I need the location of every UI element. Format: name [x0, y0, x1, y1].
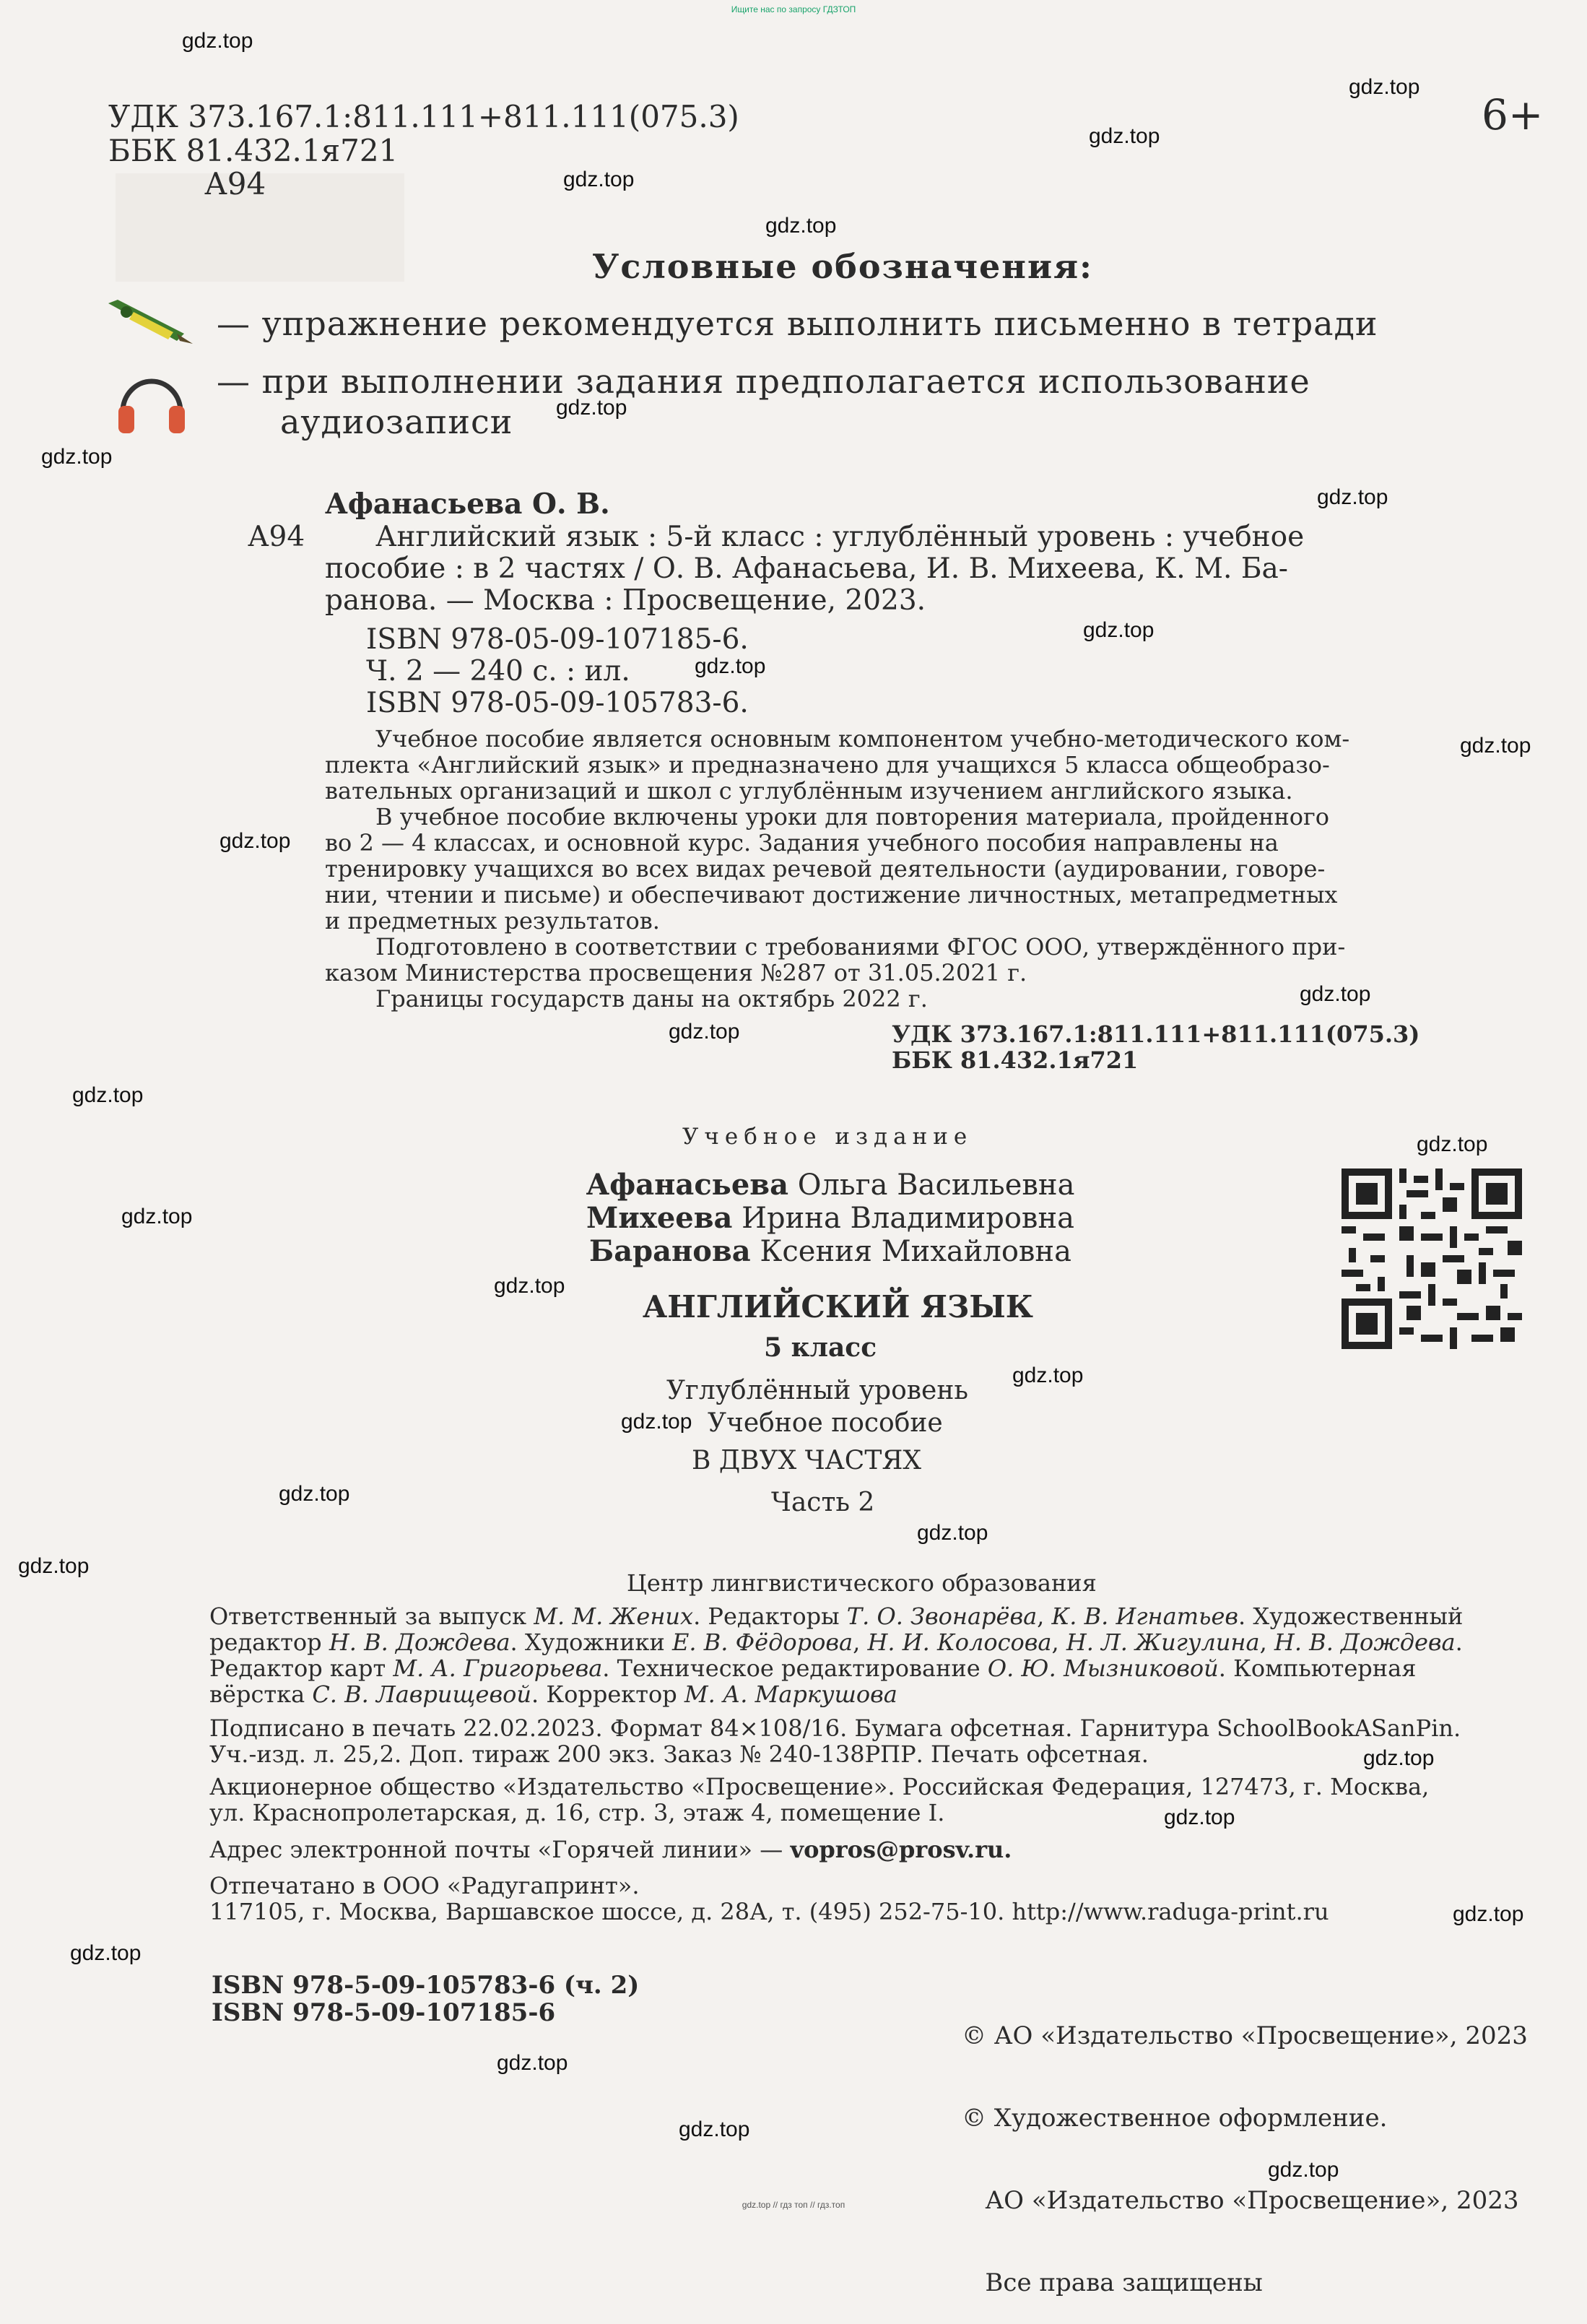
watermark: gdz.top: [1012, 1363, 1084, 1387]
watermark: gdz.top: [497, 2051, 568, 2075]
imprint-printer: [209, 1873, 1329, 1925]
watermark: gdz.top: [1460, 734, 1531, 758]
watermark: gdz.top: [70, 1941, 142, 1965]
abstract-line-2: плекта «Английский язык» и предназначено для учащихся 5 класса общеобразо-: [325, 751, 1330, 779]
hotline-email-link[interactable]: vopros@prosv.ru.: [790, 1836, 1012, 1863]
watermark: gdz.top: [1453, 1902, 1524, 1926]
legend-item-audio-line-1: — при выполнении задания предполагается использование: [217, 362, 1310, 401]
author-1: Афанасьева Ольга Васильевна: [586, 1168, 1075, 1202]
watermark: gdz.top: [1349, 75, 1420, 99]
bottom-watermark-links: gdz.top // гдз топ // гдз.топ: [742, 2200, 845, 2210]
abstract-line-11: Границы государств даны на октябрь 2022 г.: [375, 985, 928, 1013]
abstract-line-5: во 2 — 4 классах, и основной курс. Задания учебного пособия направлены на: [325, 829, 1279, 857]
watermark: gdz.top: [1164, 1805, 1235, 1829]
watermark: gdz.top: [695, 654, 766, 678]
copyright-line-2: © Художественное оформление.: [962, 2104, 1388, 2133]
legend-item-audio-line-2: аудиозаписи: [280, 402, 513, 441]
abstract-line-3: вательных организаций и школ с углублённым изучением английского языка.: [325, 777, 1293, 805]
author-2: Михеева Ирина Владимировна: [586, 1201, 1074, 1235]
footer-isbn-1: ISBN 978-5-09-105783-6 (ч. 2): [212, 1971, 640, 2000]
edition-center: Центр лингвистического образования: [627, 1569, 1097, 1597]
watermark: gdz.top: [679, 2117, 750, 2141]
card-desc-line-3: ранова. — Москва : Просвещение, 2023.: [325, 584, 926, 617]
watermark: gdz.top: [917, 1521, 988, 1545]
abstract-line-4: В учебное пособие включены уроки для повторения материала, пройденного: [375, 803, 1330, 831]
card-bbk: ББК 81.432.1я721: [892, 1046, 1139, 1074]
headphones-icon: [116, 368, 188, 437]
copyright-line-1: © АО «Издательство «Просвещение», 2023: [962, 2021, 1528, 2050]
card-classification: [892, 1021, 1419, 1073]
watermark: gdz.top: [494, 1274, 565, 1298]
watermark: gdz.top: [121, 1205, 193, 1228]
imprint-credits: Ответственный за выпуск М. М. Жених. Редакторы Т. О. Звонарёва, К. В. Игнатьев. Художественный редактор Н. В. Дождева. Художники Е. В. Фёдорова, Н. И. Колосова, Н. Л. Жигулина, Н. В. Дождева. Редактор карт М. А. Григорьева. Техническое редактирование О. Ю. Мызниковой. Компьютерная вёрстка С. В. Лаврищевой. Корректор М. А. Маркушова: [209, 1603, 1464, 1708]
printer-line-2: 117105, г. Москва, Варшавское шоссе, д. 28А, т. (495) 252-75-10. http://www.raduga-print.ru: [209, 1898, 1329, 1925]
watermark: gdz.top: [219, 829, 291, 853]
copyright-line-4: Все права защищены: [962, 2268, 1263, 2297]
book-level: Углублённый уровень: [666, 1376, 968, 1405]
email-label: Адрес электронной почты «Горячей линии» —: [209, 1836, 783, 1863]
publisher-line-1: Акционерное общество «Издательство «Просвещение». Российская Федерация, 127473, г. Москва,: [209, 1773, 1430, 1800]
card-isbn-1: ISBN 978-05-09-107185-6.: [366, 623, 749, 656]
header-bbk: ББК 81.432.1я721: [108, 133, 399, 168]
watermark: gdz.top: [279, 1482, 350, 1506]
card-description: [325, 521, 1304, 617]
watermark: gdz.top: [621, 1410, 692, 1434]
abstract-line-6: тренировку учащихся во всех видах речевой деятельности (аудировании, говоре-: [325, 855, 1326, 883]
card-desc-line-2: пособие : в 2 частях / О. В. Афанасьева, И. В. Михеева, К. М. Ба-: [325, 552, 1288, 585]
watermark: gdz.top: [1083, 618, 1155, 642]
footer-isbn: [212, 1972, 639, 2026]
watermark: gdz.top: [765, 214, 837, 238]
card-isbn-2: ISBN 978-05-09-105783-6.: [366, 687, 749, 719]
legend-item-writing: [217, 303, 1378, 344]
qr-code[interactable]: [1342, 1168, 1522, 1349]
pen-icon: [105, 296, 195, 347]
book-parts: В ДВУХ ЧАСТЯХ: [692, 1446, 922, 1475]
watermark: gdz.top: [72, 1083, 144, 1107]
card-code: А94: [248, 521, 305, 553]
legend-item-audio: [217, 361, 1310, 442]
edition-label: Учебное издание: [682, 1124, 973, 1150]
book-part: Часть 2: [771, 1488, 875, 1517]
watermark: gdz.top: [1268, 2158, 1339, 2182]
watermark: gdz.top: [669, 1020, 740, 1044]
card-author: Афанасьева О. В.: [325, 487, 610, 521]
watermark: gdz.top: [1317, 485, 1388, 509]
imprint-publisher: [209, 1774, 1429, 1826]
watermark: gdz.top: [563, 168, 635, 191]
watermark: gdz.top: [18, 1554, 90, 1578]
card-udk: УДК 373.167.1:811.111+811.111(075.3): [892, 1020, 1420, 1048]
book-title: АНГЛИЙСКИЙ ЯЗЫК: [643, 1289, 1034, 1324]
imprint-print-info: [209, 1715, 1461, 1767]
copyright-line-3: АО «Издательство «Просвещение», 2023: [962, 2186, 1519, 2215]
abstract-line-10: казом Министерства просвещения №287 от 31.05.2021 г.: [325, 959, 1027, 987]
age-rating-badge: 6+: [1482, 90, 1544, 139]
imprint-email-row: [209, 1837, 1012, 1863]
abstract-line-7: нии, чтении и письме) и обеспечивают достижение личностных, метапредметных: [325, 881, 1338, 909]
publisher-line-2: ул. Краснопролетарская, д. 16, стр. 3, этаж 4, помещение I.: [209, 1799, 945, 1826]
legend-item-writing-text: — упражнение рекомендуется выполнить письменно в тетради: [217, 304, 1378, 343]
header-udk: УДК 373.167.1:811.111+811.111(075.3): [108, 99, 739, 134]
print-info-line-1: Подписано в печать 22.02.2023. Формат 84×108/16. Бумага офсетная. Гарнитура SchoolBookASanPin.: [209, 1714, 1461, 1742]
printer-line-1: Отпечатано в ООО «Радугапринт».: [209, 1872, 640, 1899]
legend-title: Условные обозначения:: [592, 247, 1094, 286]
watermark: gdz.top: [1300, 982, 1371, 1006]
watermark: gdz.top: [1417, 1132, 1488, 1156]
footer-copyright: [962, 1967, 1528, 2324]
footer-isbn-2: ISBN 978-5-09-107185-6: [212, 1998, 556, 2027]
author-3: Баранова Ксения Михайловна: [589, 1234, 1071, 1268]
watermark: gdz.top: [1089, 124, 1160, 148]
header-code: А94: [204, 166, 266, 201]
card-desc-line-1: Английский язык : 5-й класс : углублённый уровень : учебное: [375, 521, 1305, 553]
abstract-line-1: Учебное пособие является основным компонентом учебно-методического ком-: [375, 725, 1350, 753]
book-grade: 5 класс: [764, 1332, 877, 1363]
card-part: Ч. 2 — 240 с. : ил.: [366, 655, 630, 688]
abstract-line-8: и предметных результатов.: [325, 907, 660, 935]
edition-authors: [433, 1168, 1227, 1268]
card-isbn-block: [366, 624, 749, 719]
watermark: gdz.top: [1363, 1746, 1435, 1770]
abstract-line-9: Подготовлено в соответствии с требованиями ФГОС ООО, утверждённого при-: [375, 933, 1346, 961]
top-search-link[interactable]: Ищите нас по запросу ГДЗТОП: [731, 4, 856, 14]
print-info-line-2: Уч.-изд. л. 25,2. Доп. тираж 200 экз. Заказ № 240-138РПР. Печать офсетная.: [209, 1740, 1149, 1768]
watermark: gdz.top: [41, 445, 113, 469]
card-abstract: [325, 726, 1349, 1012]
watermark: gdz.top: [556, 396, 627, 420]
watermark: gdz.top: [182, 29, 253, 53]
book-type: Учебное пособие: [708, 1408, 943, 1438]
